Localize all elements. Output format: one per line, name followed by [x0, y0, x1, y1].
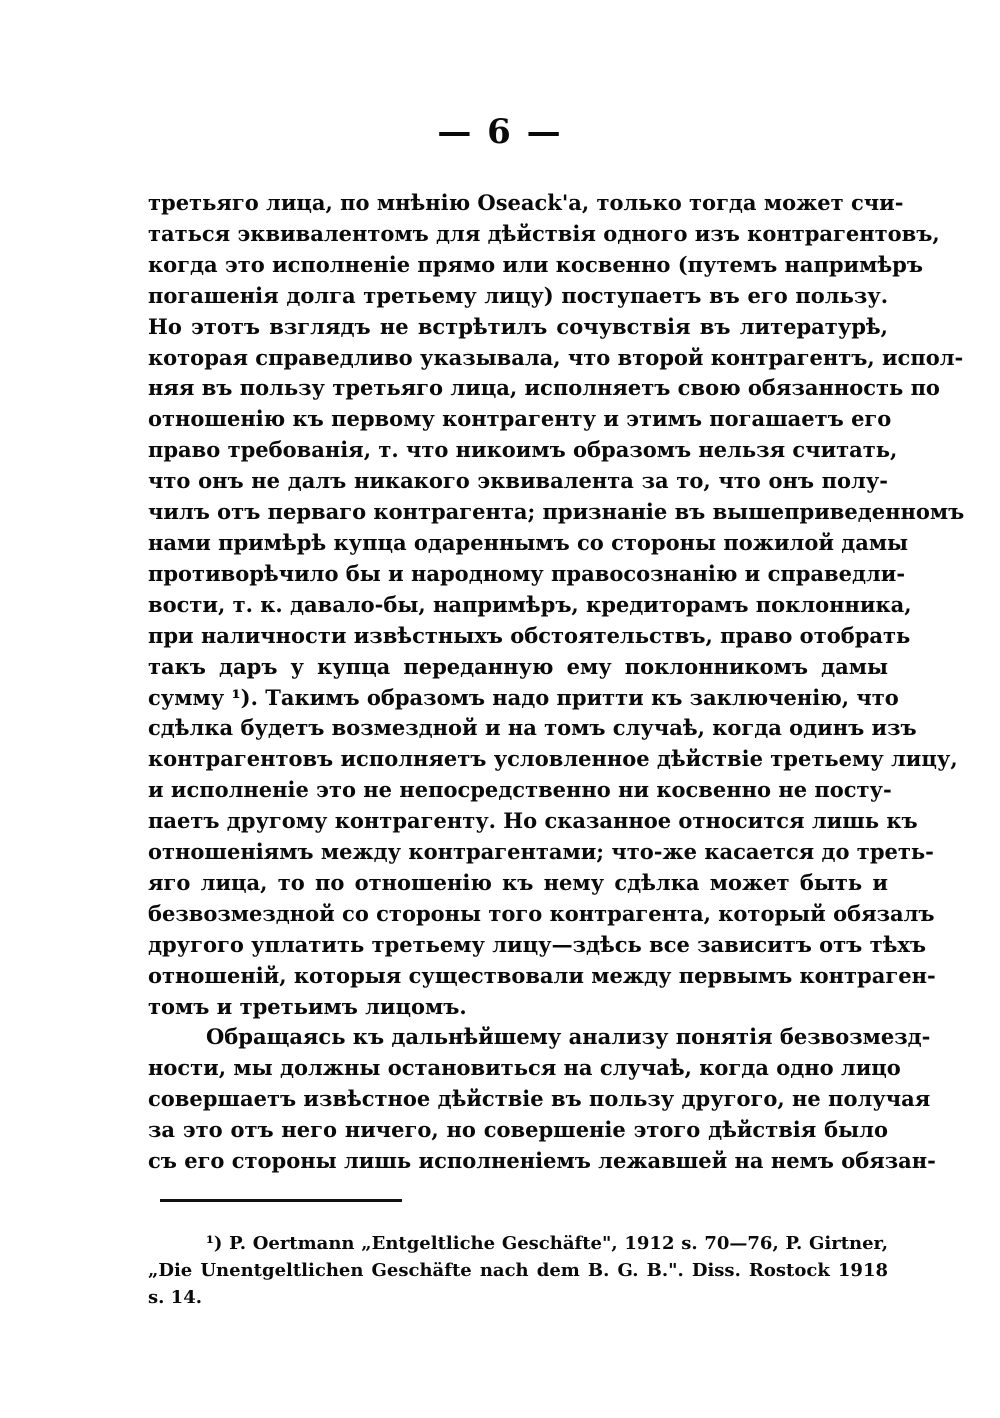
text-line: совершаетъ извѣстное дѣйствіе въ пользу другого, не получая [148, 1086, 931, 1112]
text-line: съ его стороны лишь исполненіемъ лежавшей на немъ обязан- [148, 1148, 936, 1174]
text-line: безвозмездной со стороны того контрагента, который обязалъ [148, 900, 935, 926]
text-line: томъ и третьимъ лицомъ. [148, 993, 467, 1019]
text-line: третьяго лица, по мнѣнію Oseack'a, только тогда может счи- [148, 190, 904, 215]
text-line: такъ даръ у купца переданную ему поклонникомъ дамы [148, 653, 888, 679]
text-line: отношеніямъ между контрагентами; что-же касается до треть- [148, 839, 934, 865]
footnote [148, 1230, 888, 1311]
text-line: погашенія долга третьему лицу) поступаетъ въ его пользу. [148, 282, 888, 308]
text-line: противорѣчило бы и народному правосознанію и справедли- [148, 560, 906, 586]
text-line: паетъ другому контрагенту. Но сказанное относится лишь къ [148, 808, 918, 834]
text-line: что онъ не далъ никакого эквивалента за то, что онъ полу- [148, 468, 888, 494]
footnote-line: ¹) P. Oertmann „Entgeltliche Geschäfte", 1912 s. 70—76, P. Girtner, [206, 1233, 888, 1254]
text-line: нами примѣрѣ купца одареннымъ со стороны пожилой дамы [148, 529, 909, 555]
text-line: за это отъ него ничего, но совершеніе этого дѣйствія было [148, 1117, 888, 1143]
text-line: при наличности извѣстныхъ обстоятельствъ, право отобрать [148, 622, 911, 648]
text-line: отношенію къ первому контрагенту и этимъ погашаетъ его [148, 406, 892, 432]
text-line: Но этотъ взглядъ не встрѣтилъ сочувствія въ литературѣ, [148, 313, 888, 339]
text-line: таться эквивалентомъ для дѣйствія одного изъ контрагентовъ, [148, 220, 940, 246]
footnote-line: „Die Unentgeltlichen Geschäfte nach dem B. G. B.". Diss. Rostock 1918 [148, 1260, 888, 1281]
body-text [148, 188, 965, 1177]
text-line: яго лица, то по отношенію къ нему сдѣлка может быть и [148, 869, 888, 895]
text-line: сумму ¹). Такимъ образомъ надо притти къ заключенію, что [148, 684, 899, 710]
text-line: ности, мы должны остановиться на случаѣ, когда одно лицо [148, 1055, 901, 1081]
text-line: когда это исполненіе прямо или косвенно (путемъ напримѣръ [148, 251, 923, 277]
text-line: и исполненіе это не непосредственно ни косвенно не посту- [148, 777, 892, 803]
footnote-line: s. 14. [148, 1287, 202, 1308]
footnote-divider [160, 1199, 402, 1202]
page-number: — 6 — [437, 112, 563, 152]
text-line: сдѣлка будетъ возмездной и на томъ случаѣ, когда одинъ изъ [148, 715, 917, 741]
text-line: Обращаясь къ дальнѣйшему анализу понятія безвозмезд- [206, 1024, 931, 1050]
text-line: вости, т. к. давало-бы, напримѣръ, кредиторамъ поклонника, [148, 591, 912, 617]
text-line: чилъ отъ перваго контрагента; признаніе въ вышеприведенномъ [148, 499, 965, 525]
text-line: которая справедливо указывала, что второй контрагентъ, испол- [148, 344, 964, 370]
text-line: няя въ пользу третьяго лица, исполняетъ свою обязанность по [148, 375, 940, 401]
text-line: другого уплатить третьему лицу—здѣсь все зависитъ отъ тѣхъ [148, 931, 926, 957]
text-line: контрагентовъ исполняетъ условленное дѣйствіе третьему лицу, [148, 746, 958, 772]
text-line: отношеній, которыя существовали между первымъ контраген- [148, 962, 936, 988]
text-line: право требованія, т. что никоимъ образомъ нельзя считать, [148, 437, 898, 463]
